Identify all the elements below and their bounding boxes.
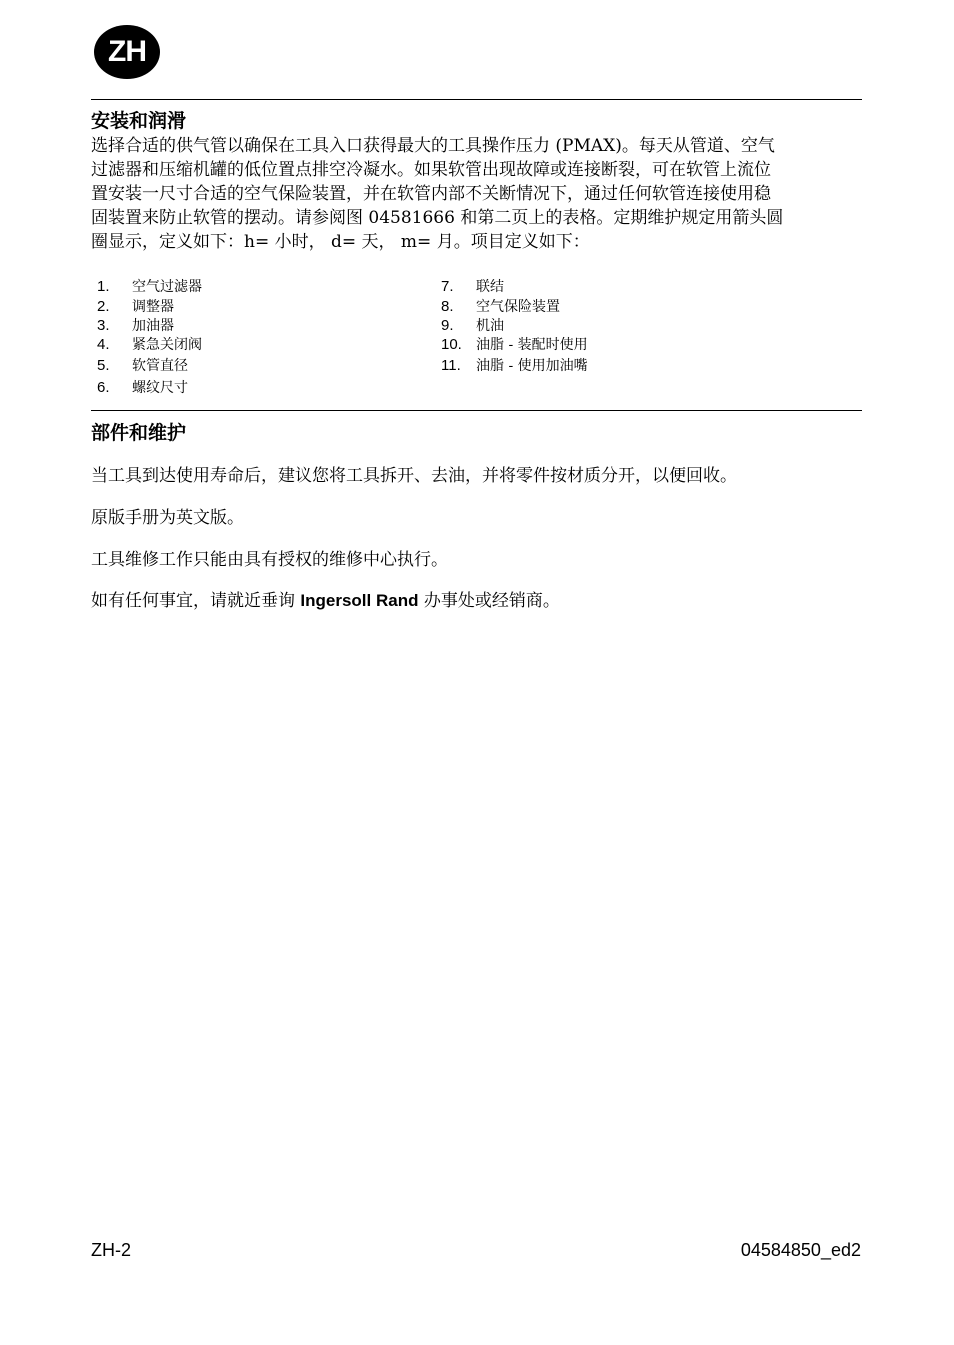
list-item (441, 355, 588, 375)
item-label: 油脂 - 装配时使用 (476, 337, 588, 353)
list-item (441, 315, 504, 335)
contact-note-prefix: 如有任何事宜，请就近垂询 (91, 591, 301, 611)
page-number: ZH-2 (91, 1240, 131, 1260)
list-item (441, 334, 588, 354)
original-language-note: 原版手册为英文版。 (91, 508, 244, 528)
contact-note (91, 586, 560, 611)
list-item (441, 296, 560, 316)
item-number: 4. (97, 336, 110, 353)
list-item (441, 276, 504, 296)
paragraph-line: 圈显示，定义如下：h= 小时， d= 天， m= 月。项目定义如下： (91, 232, 590, 252)
section-divider (91, 99, 862, 100)
list-item (97, 377, 188, 397)
item-number: 11. (441, 357, 461, 374)
recycling-note: 当工具到达使用寿命后，建议您将工具拆开、去油，并将零件按材质分开，以便回收。 (91, 466, 737, 486)
item-label: 机油 (476, 318, 504, 334)
paragraph-line: 选择合适的供气管以确保在工具入口获得最大的工具操作压力 (PMAX)。每天从管道、空气 (91, 136, 775, 156)
item-number: 1. (97, 278, 110, 295)
document-number: 04584850_ed2 (740, 1240, 861, 1260)
language-badge: ZH (94, 25, 160, 79)
paragraph-line: 过滤器和压缩机罐的低位置点排空冷凝水。如果软管出现故障或连接断裂，可在软管上流位 (91, 160, 771, 180)
section-title-installation: 安装和润滑 (91, 110, 187, 132)
item-label: 软管直径 (132, 358, 188, 374)
item-label: 联结 (476, 279, 504, 295)
list-item (97, 334, 202, 354)
item-label: 螺纹尺寸 (132, 380, 188, 396)
item-label: 紧急关闭阀 (132, 337, 202, 353)
paragraph-line: 置安装一尺寸合适的空气保险装置，并在软管内部不关断情况下，通过任何软管连接使用稳 (91, 184, 771, 204)
section-title-parts: 部件和维护 (91, 422, 187, 444)
list-item (97, 296, 174, 316)
item-label: 调整器 (132, 299, 174, 315)
item-number: 8. (441, 298, 454, 315)
service-note: 工具维修工作只能由具有授权的维修中心执行。 (91, 550, 448, 570)
list-item (97, 276, 202, 296)
item-number: 9. (441, 317, 454, 334)
brand-name: Ingersoll Rand (300, 591, 419, 610)
section-divider (91, 410, 862, 411)
item-number: 3. (97, 317, 110, 334)
item-label: 空气保险装置 (476, 299, 560, 315)
item-number: 6. (97, 379, 110, 396)
item-number: 7. (441, 278, 454, 295)
paragraph-line: 固装置来防止软管的摆动。请参阅图 04581666 和第二页上的表格。定期维护规定用箭头圆 (91, 208, 784, 228)
installation-paragraph (91, 134, 863, 254)
item-label: 油脂 - 使用加油嘴 (476, 358, 588, 374)
item-number: 2. (97, 298, 110, 315)
item-number: 5. (97, 357, 110, 374)
contact-note-suffix: 办事处或经销商。 (418, 591, 560, 611)
item-number: 10. (441, 336, 462, 353)
item-label: 空气过滤器 (132, 279, 202, 295)
item-label: 加油器 (132, 318, 174, 334)
list-item (97, 355, 188, 375)
list-item (97, 315, 174, 335)
